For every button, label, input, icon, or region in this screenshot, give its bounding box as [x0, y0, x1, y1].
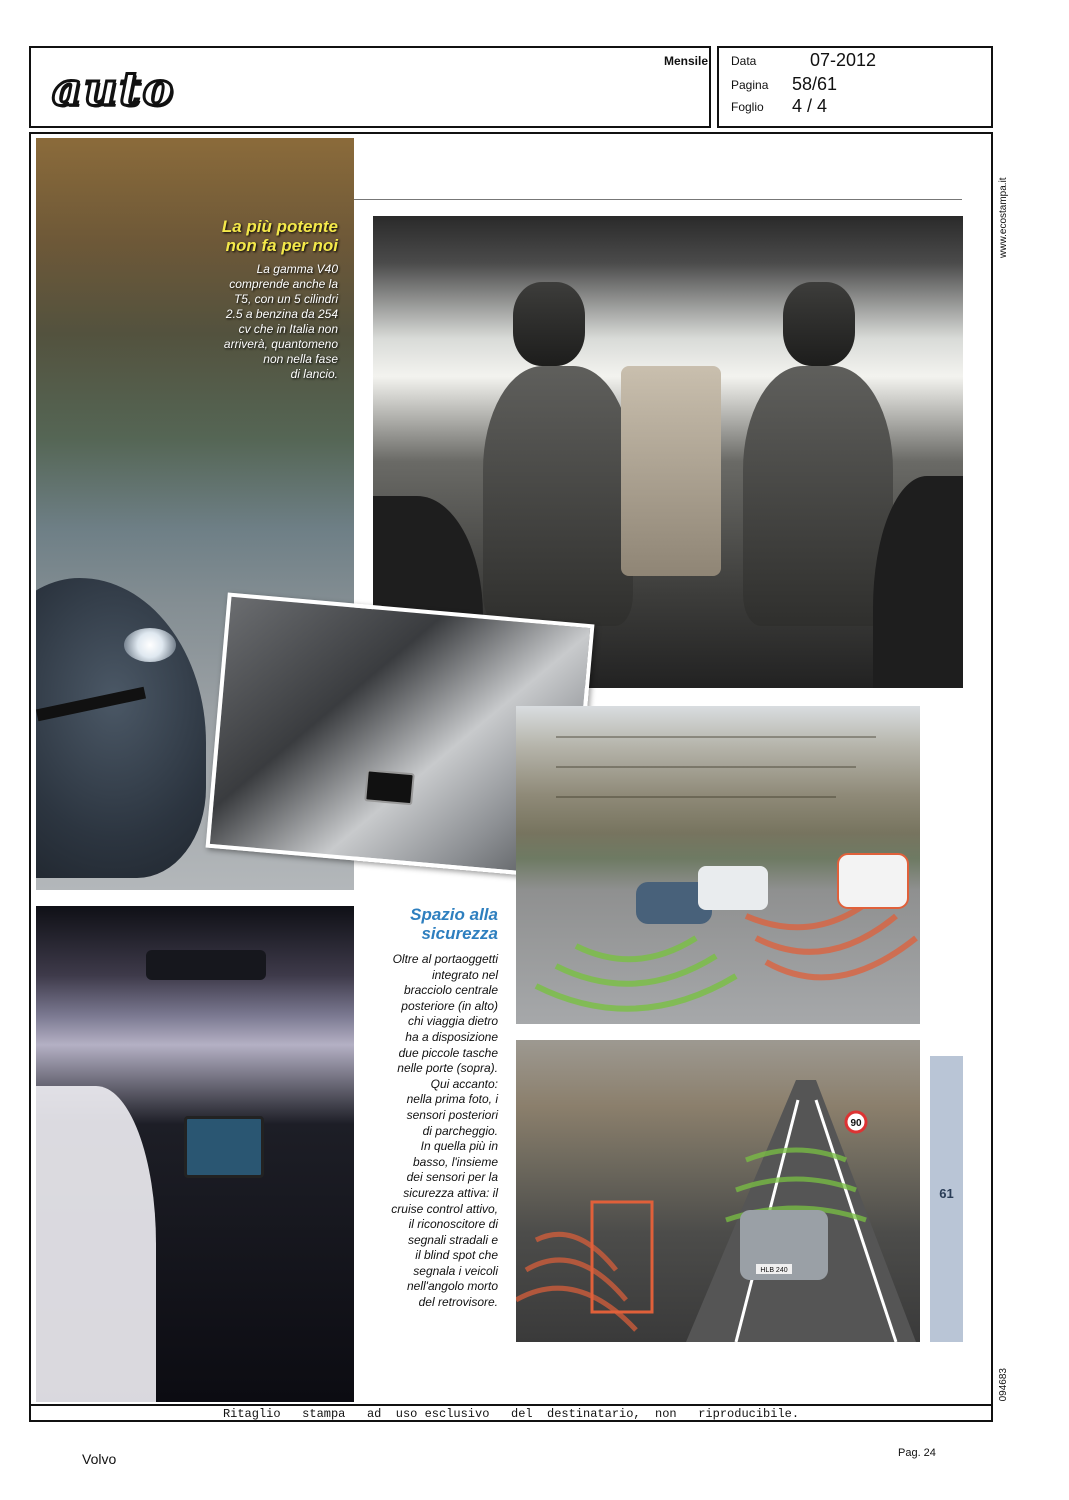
safety-sensors-graphic: [516, 1040, 920, 1342]
driver-arm: [36, 1086, 156, 1402]
dashboard-photo: [36, 906, 354, 1402]
brand-label: Volvo: [82, 1451, 117, 1467]
foglio-label: Foglio: [731, 100, 764, 114]
caption-title-safety: Spazio alla sicurezza: [410, 905, 498, 943]
plate-text: HLB 240: [760, 1267, 788, 1274]
headrest-left: [513, 282, 585, 366]
sensor-waves: [516, 706, 920, 1024]
infotainment-screen: [184, 1116, 264, 1178]
caption-title-power: La più potente non fa per noi: [221, 217, 338, 255]
foglio-value: 4 / 4: [792, 96, 828, 116]
center-armrest: [621, 366, 721, 576]
caption-body-safety: Oltre al portaoggetti integrato nel bracciolo centrale posteriore (in alto) chi viaggia dietro ha a disposizione due piccole tasche nelle porte (sopra). Qui accanto: nella prima foto, i sensori posteriori di parcheggio. In quella più in basso, l'insieme dei sensori per la sicurezza attiva: il cruise control attivo, il riconoscitore di segnali stradali e il blind spot che segnala i veicoli nell'angolo morto del retrovisore.: [391, 952, 498, 1310]
magazine-logo: auto: [52, 62, 176, 116]
top-rule: [352, 199, 962, 200]
data-value: 07-2012: [810, 50, 877, 70]
pagina-label: Pagina: [731, 78, 769, 92]
active-safety-photo: [516, 1040, 920, 1342]
phone-in-pocket: [364, 769, 415, 805]
pagina-value: 58/61: [792, 74, 838, 94]
footer-rule: [29, 1404, 993, 1406]
clipping-code: 094683: [998, 1368, 1009, 1402]
speed-sign-text: 90: [850, 1118, 862, 1129]
source-url: www.ecostampa.it: [998, 177, 1009, 258]
headlight: [124, 628, 176, 662]
parking-sensors-photo: [516, 706, 920, 1024]
disclaimer-text: Ritaglio stampa ad uso esclusivo del destinatario, non riproducibile.: [222, 1407, 800, 1421]
page-number: Pag. 24: [898, 1447, 936, 1459]
headrest-right: [783, 282, 855, 366]
car-front-shape: [36, 578, 206, 878]
seat-right: [743, 366, 893, 626]
magazine-page-number: 61: [939, 1186, 954, 1201]
data-label: Data: [731, 54, 757, 68]
caption-body-power: La gamma V40 comprende anche la T5, con un 5 cilindri 2.5 a benzina da 254 cv che in Italia non arriverà, quantomeno non nella fase di lancio.: [223, 262, 338, 381]
frequency-label: Mensile: [664, 54, 709, 68]
seat-left: [483, 366, 633, 626]
rear-view-mirror: [146, 950, 266, 980]
